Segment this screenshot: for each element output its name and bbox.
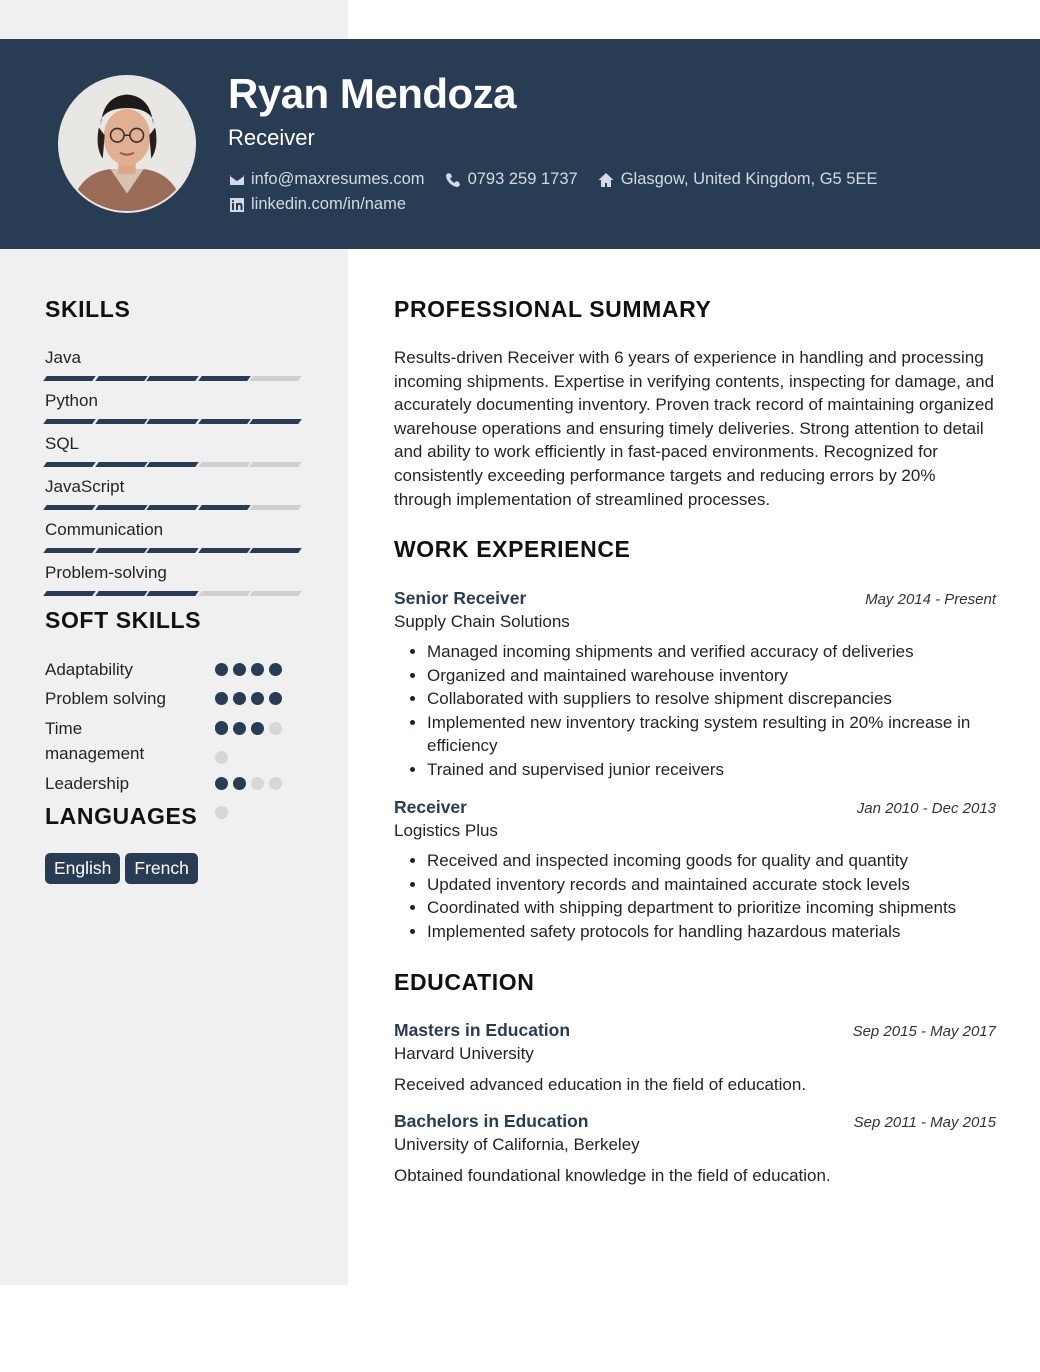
soft-skill-row: [45, 686, 305, 716]
avatar: [58, 75, 196, 213]
address-text: Glasgow, United Kingdom, G5 5EE: [620, 170, 878, 188]
education-date: Sep 2011 - May 2015: [853, 1114, 996, 1131]
list-item: • Implemented safety protocols for handling hazardous materials: [427, 920, 996, 944]
rating-dot-filled: [251, 663, 264, 676]
list-item: • Collaborated with suppliers to resolve shipment discrepancies: [427, 687, 996, 711]
envelope-icon: [228, 171, 245, 188]
skill-segment-filled: [43, 419, 96, 424]
skill-segment-empty: [249, 591, 302, 596]
list-item: • Managed incoming shipments and verified accuracy of deliveries: [427, 640, 996, 664]
soft-skill-label: Problem solving: [45, 689, 166, 708]
education-description: Received advanced education in the field of education.: [394, 1075, 807, 1094]
job-entry-title: Senior Receiver: [394, 588, 527, 608]
list-item: • Received and inspected incoming goods for quality and quantity: [427, 849, 996, 873]
education-entry: [394, 1111, 996, 1187]
rating-dot-filled: [215, 692, 228, 705]
rating-dot-empty: [269, 777, 282, 790]
list-item: • Coordinated with shipping department to prioritize incoming shipments: [427, 896, 996, 920]
skill-row: [45, 389, 305, 432]
skills-list: [45, 346, 305, 604]
languages-heading: LANGUAGES: [45, 803, 198, 829]
languages-list: [45, 853, 203, 884]
skill-label: JavaScript: [45, 477, 125, 496]
job-entry-bullets: [394, 849, 996, 943]
linkedin-icon: [228, 196, 245, 213]
skill-segment-empty: [198, 462, 251, 467]
skill-segment-filled: [43, 505, 96, 510]
skill-row: [45, 346, 305, 389]
rating-dot-filled: [251, 722, 264, 735]
language-badge: French: [125, 853, 197, 884]
candidate-name: Ryan Mendoza: [228, 70, 517, 117]
skill-label: Python: [45, 391, 98, 410]
rating-dot-filled: [233, 777, 246, 790]
skill-segment-filled: [43, 376, 96, 381]
education-description: Obtained foundational knowledge in the field of education.: [394, 1166, 831, 1185]
education-degree: Masters in Education: [394, 1020, 571, 1040]
list-item: • Updated inventory records and maintained accurate stock levels: [427, 873, 996, 897]
skill-segment-filled: [95, 376, 148, 381]
rating-dot-filled: [269, 692, 282, 705]
skill-segment-filled: [146, 419, 199, 424]
skill-row: [45, 518, 305, 561]
rating-dot-filled: [251, 692, 264, 705]
soft-skill-label: Adaptability: [45, 660, 133, 679]
education-degree: Bachelors in Education: [394, 1111, 589, 1131]
soft-skill-label: Time management: [45, 719, 145, 763]
skill-segment-filled: [198, 419, 251, 424]
soft-skill-label: Leadership: [45, 774, 130, 793]
skill-segment-empty: [249, 462, 302, 467]
rating-dot-empty: [215, 806, 228, 819]
skill-segment-filled: [146, 462, 199, 467]
soft-skill-row: [45, 771, 305, 801]
rating-dot-filled: [233, 722, 246, 735]
contact-info: [228, 167, 898, 217]
skill-segment-filled: [198, 548, 251, 553]
job-entry-date: Jan 2010 - Dec 2013: [856, 800, 996, 817]
skill-segment-filled: [95, 419, 148, 424]
skill-segment-empty: [198, 591, 251, 596]
skill-level-bar: [45, 548, 305, 553]
skill-level-bar: [45, 419, 305, 424]
language-badge: English: [45, 853, 120, 884]
job-title: Receiver: [228, 125, 315, 150]
skills-heading: SKILLS: [45, 296, 131, 322]
skill-label: Communication: [45, 520, 164, 539]
skill-segment-filled: [95, 462, 148, 467]
skill-row: [45, 561, 305, 604]
job-entry-bullets: [394, 640, 996, 782]
skill-segment-filled: [249, 419, 302, 424]
skill-segment-filled: [146, 548, 199, 553]
rating-dot-filled: [233, 663, 246, 676]
address-contact: [598, 170, 878, 189]
rating-dot-empty: [251, 777, 264, 790]
skill-level-bar: [45, 591, 305, 596]
job-entry: [394, 797, 996, 943]
rating-dot-filled: [215, 722, 228, 735]
summary-heading: PROFESSIONAL SUMMARY: [394, 296, 712, 322]
email-text: info@maxresumes.com: [251, 170, 425, 188]
skill-segment-filled: [146, 505, 199, 510]
education-heading: EDUCATION: [394, 969, 535, 995]
email-contact[interactable]: [228, 170, 425, 189]
skill-segment-empty: [249, 376, 302, 381]
soft-skill-row: [45, 657, 305, 686]
job-entry-company: Logistics Plus: [394, 821, 498, 840]
skill-label: SQL: [45, 434, 80, 453]
job-entry-title: Receiver: [394, 797, 467, 817]
phone-text: 0793 259 1737: [467, 170, 578, 188]
skill-row: [45, 475, 305, 518]
list-item: • Trained and supervised junior receivers: [427, 758, 996, 782]
skill-label: Java: [45, 348, 81, 367]
rating-dot-filled: [215, 663, 228, 676]
soft-skills-list: [45, 657, 305, 801]
skill-segment-filled: [198, 505, 251, 510]
skill-segment-filled: [95, 505, 148, 510]
summary-text: Results-driven Receiver with 6 years of experience in handling and processing incoming shipments. Expertise in verifying contents, inspecting for damage, and accurately documenting inventory. Proven track record of maintaining organized warehouse operations and ensuring timely deliveries. Strong attention to detail and ability to work efficiently in fast-paced environments. Recognized for consistently exceeding performance targets and reducing errors by 20% through implementation of streamlined processes.: [394, 348, 995, 509]
education-entry: [394, 1020, 996, 1096]
skill-segment-filled: [43, 548, 96, 553]
linkedin-contact[interactable]: [228, 195, 406, 214]
list-item: • Organized and maintained warehouse inventory: [427, 664, 996, 688]
skill-level-bar: [45, 505, 305, 510]
skill-level-bar: [45, 376, 305, 381]
list-item: • Implemented new inventory tracking system resulting in 20% increase in efficiency: [427, 711, 996, 758]
phone-icon: [445, 171, 462, 188]
skill-segment-filled: [43, 462, 96, 467]
home-icon: [598, 171, 615, 188]
skill-segment-empty: [249, 505, 302, 510]
skill-row: [45, 432, 305, 475]
linkedin-text: linkedin.com/in/name: [251, 195, 406, 213]
education-school: University of California, Berkeley: [394, 1135, 640, 1154]
skill-segment-filled: [43, 591, 96, 596]
skill-label: Problem-solving: [45, 563, 167, 582]
skill-segment-filled: [146, 591, 199, 596]
skill-segment-filled: [249, 548, 302, 553]
skill-level-bar: [45, 462, 305, 467]
job-entry-company: Supply Chain Solutions: [394, 612, 570, 631]
rating-dot-filled: [269, 663, 282, 676]
education-date: Sep 2015 - May 2017: [852, 1023, 996, 1040]
rating-dot-filled: [215, 777, 228, 790]
soft-skill-rating: [215, 777, 295, 835]
education-school: Harvard University: [394, 1044, 534, 1063]
phone-contact[interactable]: [445, 170, 578, 189]
rating-dot-filled: [233, 692, 246, 705]
soft-skill-row: [45, 716, 305, 771]
rating-dot-empty: [269, 722, 282, 735]
soft-skills-heading: SOFT SKILLS: [45, 607, 202, 633]
rating-dot-empty: [215, 751, 228, 764]
job-entry: [394, 588, 996, 782]
job-entry-date: May 2014 - Present: [865, 591, 996, 608]
skill-segment-filled: [146, 376, 199, 381]
skill-segment-filled: [198, 376, 251, 381]
skill-segment-filled: [95, 548, 148, 553]
experience-heading: WORK EXPERIENCE: [394, 536, 631, 562]
resume-header: [0, 39, 1040, 249]
skill-segment-filled: [95, 591, 148, 596]
profile-photo: [60, 77, 194, 211]
